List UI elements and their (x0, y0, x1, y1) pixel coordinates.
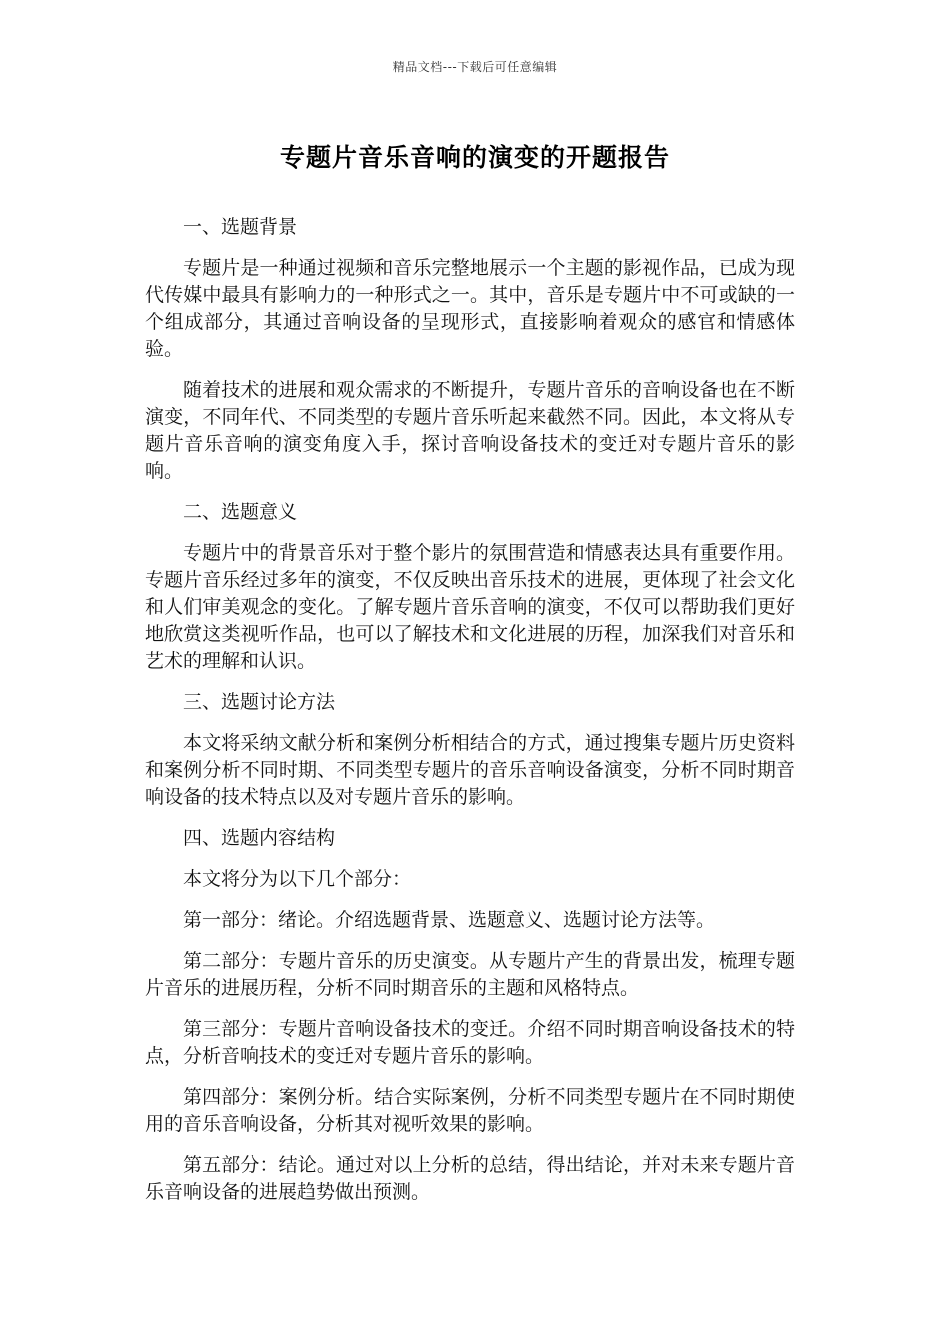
paragraph-part-3: 第三部分：专题片音响设备技术的变迁。介绍不同时期音响设备技术的特点，分析音响技术的变迁对专题片音乐的影响。 (145, 1018, 795, 1067)
document-body (145, 214, 795, 1220)
paragraph-part-4: 第四部分：案例分析。结合实际案例，分析不同类型专题片在不同时期使用的音乐音响设备，分析其对视听效果的影响。 (145, 1086, 795, 1135)
section-heading-structure: 四、选题内容结构 (183, 827, 336, 849)
paragraph-significance: 专题片中的背景音乐对于整个影片的氛围营造和情感表达具有重要作用。专题片音乐经过多年的演变，不仅反映出音乐技术的进展，更体现了社会文化和人们审美观念的变化。了解专题片音乐音响的演变，不仅可以帮助我们更好地欣赏这类视听作品，也可以了解技术和文化进展的历程，加深我们对音乐和艺术的理解和认识。 (145, 542, 795, 672)
paragraph-part-2: 第二部分：专题片音乐的历史演变。从专题片产生的背景出发，梳理专题片音乐的进展历程，分析不同时期音乐的主题和风格特点。 (145, 950, 795, 999)
header-note: 精品文档---下载后可任意编辑 (392, 60, 558, 74)
paragraph-background-2: 随着技术的进展和观众需求的不断提升，专题片音乐的音响设备也在不断演变，不同年代、不同类型的专题片音乐听起来截然不同。因此，本文将从专题片音乐音响的演变角度入手，探讨音响设备技术的变迁对专题片音乐的影响。 (145, 379, 795, 482)
paragraph-structure-intro: 本文将分为以下几个部分： (183, 868, 412, 890)
paragraph-background-1: 专题片是一种通过视频和音乐完整地展示一个主题的影视作品，已成为现代传媒中最具有影响力的一种形式之一。其中，音乐是专题片中不可或缺的一个组成部分，其通过音响设备的呈现形式，直接影响着观众的感官和情感体验。 (145, 257, 795, 360)
paragraph-method: 本文将采纳文献分析和案例分析相结合的方式，通过搜集专题片历史资料和案例分析不同时期、不同类型专题片的音乐音响设备演变，分析不同时期音响设备的技术特点以及对专题片音乐的影响。 (145, 732, 795, 808)
document-title: 专题片音乐音响的演变的开题报告 (279, 143, 670, 172)
section-heading-background: 一、选题背景 (183, 216, 298, 238)
section-heading-method: 三、选题讨论方法 (183, 691, 336, 713)
section-heading-significance: 二、选题意义 (183, 501, 298, 523)
paragraph-part-5: 第五部分：结论。通过对以上分析的总结，得出结论，并对未来专题片音乐音响设备的进展趋势做出预测。 (145, 1154, 795, 1203)
paragraph-part-1: 第一部分：绪论。介绍选题背景、选题意义、选题讨论方法等。 (183, 909, 716, 931)
